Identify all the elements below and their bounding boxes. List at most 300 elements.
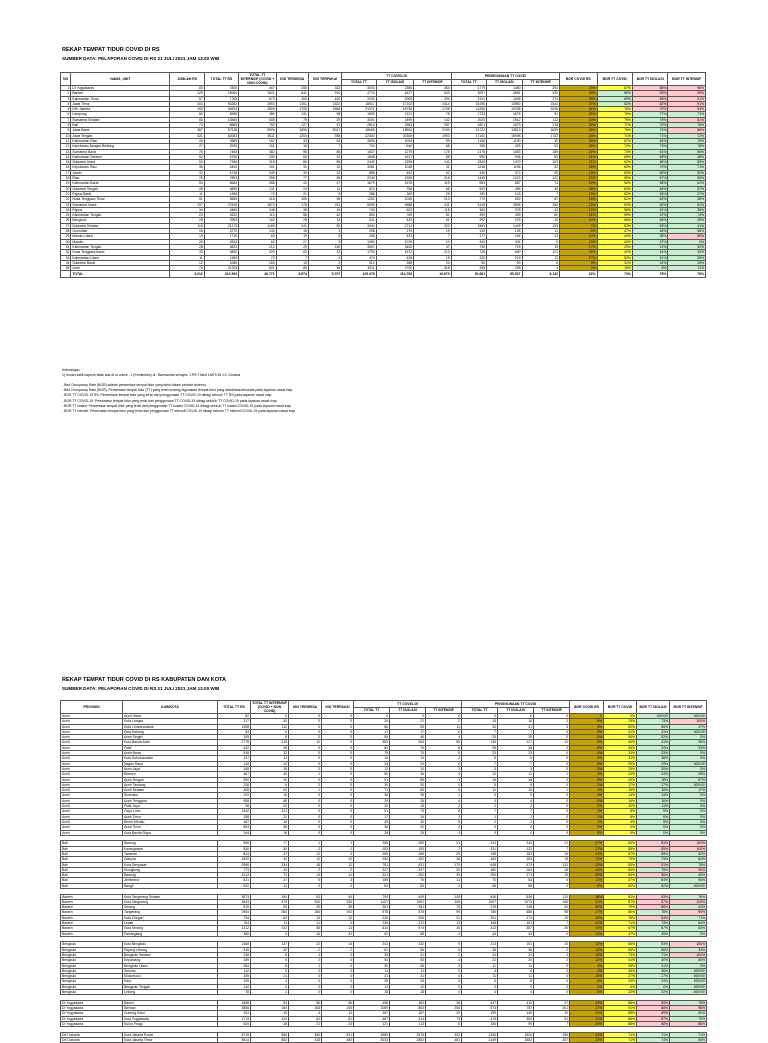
row-no: 1 bbox=[61, 86, 71, 91]
row-cell: 9% bbox=[560, 260, 598, 265]
row-cell: 3926 bbox=[239, 128, 277, 133]
row-cell: 103 bbox=[522, 160, 560, 165]
row-cell: 3 bbox=[462, 766, 498, 771]
row-cell: 171 bbox=[498, 915, 534, 920]
row-cell: 189 bbox=[522, 149, 560, 154]
header-bor-tt: BOR TT COVID bbox=[604, 701, 637, 714]
row-city: Aceh Timur bbox=[123, 814, 218, 819]
row-cell: 100% bbox=[670, 841, 707, 846]
row-cell: 10% bbox=[597, 266, 632, 271]
row-cell: 13 bbox=[276, 260, 308, 265]
row-cell: 2895 bbox=[487, 202, 522, 207]
row-cell: 113 bbox=[390, 1022, 426, 1027]
row-cell: 0 bbox=[289, 719, 322, 724]
row-cell: 75% bbox=[670, 1000, 707, 1005]
row-cell: 62% bbox=[597, 202, 632, 207]
row-cell: 71% bbox=[668, 165, 706, 170]
row-cell: 919 bbox=[218, 905, 251, 910]
row-cell: 36% bbox=[670, 740, 707, 745]
row-cell: 46% bbox=[632, 229, 667, 234]
row-cell: 0 bbox=[426, 968, 462, 973]
row-unit-name: DKI Jakarta bbox=[71, 107, 170, 112]
row-no: 17 bbox=[61, 170, 71, 175]
row-cell: 33 bbox=[276, 138, 308, 143]
row-cell: 96% bbox=[668, 86, 706, 91]
row-cell: 79% bbox=[597, 117, 632, 122]
row-cell: 10% bbox=[570, 974, 604, 979]
row-unit-name: Banten bbox=[71, 91, 170, 96]
row-cell: 12 bbox=[251, 756, 289, 761]
row-cell: 57% bbox=[632, 176, 667, 181]
row-cell: 66 bbox=[354, 724, 390, 729]
row-cell: 23% bbox=[560, 133, 598, 138]
row-cell: 0 bbox=[426, 714, 462, 719]
row-cell: 351 bbox=[354, 905, 390, 910]
row-cell: 18 bbox=[251, 1011, 289, 1016]
row-cell: 68 bbox=[251, 798, 289, 803]
row-no: 2 bbox=[61, 91, 71, 96]
row-cell: #DIV/0! bbox=[670, 984, 707, 989]
row-cell: 330 bbox=[239, 154, 277, 159]
row-cell: 3003 bbox=[342, 86, 376, 91]
row-city: Kota Denpasar bbox=[123, 862, 218, 867]
row-cell: 414 bbox=[390, 1016, 426, 1021]
row-cell: 22% bbox=[570, 1038, 604, 1043]
row-cell: 7 bbox=[498, 729, 534, 734]
row-cell: 1013 bbox=[218, 873, 251, 878]
row-cell: 26% bbox=[560, 128, 598, 133]
row-cell: 50% bbox=[670, 1011, 707, 1016]
row-province: Aceh bbox=[61, 782, 123, 787]
row-cell: 102 bbox=[251, 926, 289, 931]
row-cell: 87% bbox=[597, 86, 632, 91]
row-cell: 8869 bbox=[204, 123, 238, 128]
row-cell: 32 bbox=[308, 250, 341, 255]
row-cell: 2622 bbox=[204, 213, 238, 218]
row-no: 19 bbox=[61, 181, 71, 186]
row-cell: 18686 bbox=[342, 128, 376, 133]
row-cell: 887 bbox=[487, 181, 522, 186]
row-province: Banten bbox=[61, 905, 123, 910]
row-cell: 13960 bbox=[487, 101, 522, 106]
row-cell: 164 bbox=[487, 234, 522, 239]
row-cell: #DIV/0! bbox=[670, 974, 707, 979]
row-cell: 49% bbox=[670, 873, 707, 878]
row-city: Tangerang bbox=[123, 910, 218, 915]
row-no: 11 bbox=[61, 138, 71, 143]
row-cell: 4% bbox=[570, 788, 604, 793]
row-cell: 52 bbox=[308, 138, 341, 143]
row-cell: 0% bbox=[637, 984, 670, 989]
row-cell: 18% bbox=[570, 894, 604, 899]
row-cell: 17102 bbox=[376, 101, 414, 106]
row-cell: 7 bbox=[498, 761, 534, 766]
row-cell: 7 bbox=[498, 809, 534, 814]
row-cell: 66% bbox=[632, 160, 667, 165]
row-cell: 36 bbox=[354, 825, 390, 830]
row-cell: 536 bbox=[498, 894, 534, 899]
row-province: Aceh bbox=[61, 766, 123, 771]
row-cell: 3823 bbox=[204, 244, 238, 249]
total-row bbox=[61, 271, 706, 278]
row-cell: 308 bbox=[218, 788, 251, 793]
row-cell: 11 bbox=[462, 974, 498, 979]
row-cell: 22 bbox=[498, 952, 534, 957]
row-cell: 1 bbox=[289, 788, 322, 793]
row-cell: 37 bbox=[251, 851, 289, 856]
row-cell: 167 bbox=[390, 1011, 426, 1016]
row-province: Banten bbox=[61, 915, 123, 920]
row-cell: 110 bbox=[239, 213, 277, 218]
row-cell: 0 bbox=[289, 819, 322, 824]
row-province: Aceh bbox=[61, 724, 123, 729]
row-cell: 3 bbox=[522, 266, 560, 271]
total-cell: 76% bbox=[668, 271, 706, 278]
row-cell: 71% bbox=[604, 1038, 637, 1043]
row-cell: 53 bbox=[522, 144, 560, 149]
header-total-tt: TOTAL TT bbox=[354, 707, 390, 714]
row-cell: 282 bbox=[390, 873, 426, 878]
row-cell: 786 bbox=[462, 910, 498, 915]
row-cell: 81% bbox=[604, 894, 637, 899]
row-cell: 0 bbox=[522, 239, 560, 244]
row-cell: 21% bbox=[560, 160, 598, 165]
row-cell: 109 bbox=[322, 1006, 354, 1011]
row-cell: 390 bbox=[218, 777, 251, 782]
row-no: 27 bbox=[61, 223, 71, 228]
row-cell: 0 bbox=[289, 724, 322, 729]
row-cell: 0 bbox=[322, 793, 354, 798]
row-cell: 31 bbox=[414, 165, 452, 170]
header-province: PROVINSI bbox=[61, 701, 123, 714]
row-cell: 55% bbox=[668, 149, 706, 154]
row-cell: 485 bbox=[487, 186, 522, 191]
row-cell: 11 bbox=[251, 883, 289, 888]
row-cell: 99 bbox=[426, 910, 462, 915]
row-cell: 24 bbox=[354, 719, 390, 724]
row-cell: 55% bbox=[668, 160, 706, 165]
row-city: Badung bbox=[123, 841, 218, 846]
row-cell: 0% bbox=[668, 239, 706, 244]
row-cell: 17% bbox=[560, 244, 598, 249]
row-cell: 58% bbox=[597, 207, 632, 212]
row-cell: 80 bbox=[170, 117, 204, 122]
row-cell: 31% bbox=[570, 899, 604, 904]
row-cell: 96% bbox=[637, 873, 670, 878]
row-city: Pidie bbox=[123, 745, 218, 750]
row-unit-name: Lampung bbox=[71, 112, 170, 117]
row-cell: 76% bbox=[604, 915, 637, 920]
row-cell: 0 bbox=[289, 714, 322, 719]
row-unit-name: Kalimantan Tengah bbox=[71, 213, 170, 218]
row-cell: 467 bbox=[218, 772, 251, 777]
row-cell: 27% bbox=[604, 974, 637, 979]
row-cell: 25 bbox=[170, 218, 204, 223]
row-cell: 9 bbox=[322, 740, 354, 745]
row-cell: 1007 bbox=[462, 899, 498, 904]
row-unit-name: Jawa Timur bbox=[71, 101, 170, 106]
row-cell: 0% bbox=[670, 931, 707, 936]
row-cell: 3 bbox=[322, 878, 354, 883]
row-cell: 216 bbox=[414, 176, 452, 181]
row-cell: 11 bbox=[170, 255, 204, 260]
row-cell: 260 bbox=[376, 191, 414, 196]
row-cell: 1039 bbox=[376, 197, 414, 202]
row-cell: 85% bbox=[637, 846, 670, 851]
row-cell: 1449 bbox=[487, 223, 522, 228]
row-cell: 3 bbox=[498, 766, 534, 771]
row-cell: 0 bbox=[534, 756, 570, 761]
row-cell: 15 bbox=[534, 915, 570, 920]
row-cell: 57245 bbox=[204, 128, 238, 133]
row-province: Banten bbox=[61, 894, 123, 899]
row-cell: 2270 bbox=[204, 229, 238, 234]
row-cell: 86% bbox=[668, 234, 706, 239]
row-cell: 13550 bbox=[204, 117, 238, 122]
row-cell: 9 bbox=[426, 942, 462, 947]
row-cell: 14722 bbox=[451, 128, 486, 133]
row-cell: 70 bbox=[462, 878, 498, 883]
row-cell: 59% bbox=[597, 176, 632, 181]
row-cell: 32 bbox=[322, 931, 354, 936]
row-province: Aceh bbox=[61, 804, 123, 809]
row-cell: 33% bbox=[637, 751, 670, 756]
row-cell: #DIV/0! bbox=[670, 729, 707, 734]
row-unit-name: Riau bbox=[71, 176, 170, 181]
row-cell: 0% bbox=[670, 735, 707, 740]
row-cell: 8715 bbox=[218, 1032, 251, 1037]
row-cell: 161 bbox=[239, 165, 277, 170]
row-cell: #DIV/0! bbox=[670, 979, 707, 984]
row-cell: 241 bbox=[276, 223, 308, 228]
row-cell: 38% bbox=[632, 234, 667, 239]
row-cell: 80 bbox=[170, 112, 204, 117]
row-cell: 55% bbox=[604, 942, 637, 947]
row-cell: 100% bbox=[670, 952, 707, 957]
row-cell: 0 bbox=[534, 729, 570, 734]
row-cell: 162 bbox=[239, 138, 277, 143]
note-line: - BOR TT COVID-19 RS: Persentase tempat tidur yang terisi dari penggunaan TT COVID-19 dibagi seluruh TT RS pada layanan rawat inap. bbox=[62, 393, 273, 398]
row-cell: 25% bbox=[604, 766, 637, 771]
row-cell: 1345 bbox=[451, 176, 486, 181]
row-city: Bangli bbox=[123, 883, 218, 888]
row-cell: 1 bbox=[462, 814, 498, 819]
row-cell: 3 bbox=[534, 724, 570, 729]
row-cell: 757 bbox=[498, 1006, 534, 1011]
row-cell: 646 bbox=[376, 144, 414, 149]
row-cell: 11% bbox=[570, 878, 604, 883]
row-cell: 360 bbox=[289, 1032, 322, 1037]
row-cell: 2 bbox=[289, 867, 322, 872]
row-cell: 1204 bbox=[276, 133, 308, 138]
row-cell: 36 bbox=[498, 947, 534, 952]
row-cell: 11% bbox=[637, 804, 670, 809]
row-cell: 76 bbox=[390, 745, 426, 750]
row-cell: 6% bbox=[570, 979, 604, 984]
row-cell: 8% bbox=[632, 266, 667, 271]
row-cell: 50% bbox=[604, 735, 637, 740]
row-cell: #DIV/0! bbox=[637, 714, 670, 719]
row-cell: 0% bbox=[637, 830, 670, 835]
row-cell: 135 bbox=[462, 740, 498, 745]
row-cell: 3862 bbox=[204, 250, 238, 255]
row-province: Bengkulu bbox=[61, 984, 123, 989]
row-cell: 163 bbox=[239, 260, 277, 265]
row-cell: 43 bbox=[462, 931, 498, 936]
row-cell: 70 bbox=[239, 191, 277, 196]
row-cell: 78% bbox=[670, 862, 707, 867]
row-cell: 187 bbox=[354, 1011, 390, 1016]
row-cell: 68 bbox=[414, 144, 452, 149]
row-cell: 5 bbox=[308, 234, 341, 239]
row-cell: 67 bbox=[308, 123, 341, 128]
row-cell: 0 bbox=[462, 825, 498, 830]
row-city: Kota Langsa bbox=[123, 719, 218, 724]
row-cell: 0 bbox=[534, 761, 570, 766]
row-cell: 62 bbox=[414, 170, 452, 175]
row-cell: 428 bbox=[376, 255, 414, 260]
row-cell: 413 bbox=[462, 1016, 498, 1021]
row-city: Bengkulu Utara bbox=[123, 963, 218, 968]
row-province: Bengkulu bbox=[61, 968, 123, 973]
row-cell: 153 bbox=[354, 846, 390, 851]
row-cell: 108 bbox=[218, 766, 251, 771]
row-cell: 193 bbox=[170, 107, 204, 112]
row-province: Bali bbox=[61, 873, 123, 878]
row-cell: 1708 bbox=[414, 107, 452, 112]
row-cell: 26% bbox=[560, 165, 598, 170]
row-unit-name: Jawa Barat bbox=[71, 128, 170, 133]
row-cell: 78 bbox=[218, 990, 251, 995]
row-cell: 218 bbox=[522, 123, 560, 128]
row-cell: 0 bbox=[534, 809, 570, 814]
row-cell: 0 bbox=[289, 974, 322, 979]
row-cell: 13 bbox=[522, 234, 560, 239]
row-cell: 47 bbox=[414, 244, 452, 249]
row-cell: 63 bbox=[276, 250, 308, 255]
row-cell: 322 bbox=[414, 223, 452, 228]
row-cell: 31% bbox=[604, 751, 637, 756]
row-cell: 55% bbox=[670, 878, 707, 883]
row-cell: 3% bbox=[570, 766, 604, 771]
row-cell: 0 bbox=[289, 968, 322, 973]
row-cell: 47% bbox=[597, 229, 632, 234]
row-cell: 1820 bbox=[498, 1032, 534, 1037]
row-province: Bali bbox=[61, 846, 123, 851]
row-cell: 0 bbox=[426, 729, 462, 734]
row-cell: 67% bbox=[597, 138, 632, 143]
row-cell: 73% bbox=[604, 952, 637, 957]
row-cell: 85% bbox=[604, 1011, 637, 1016]
row-cell: 28% bbox=[604, 963, 637, 968]
row-cell: 3011 bbox=[342, 266, 376, 271]
row-cell: 183 bbox=[498, 857, 534, 862]
row-cell: 19 bbox=[414, 229, 452, 234]
row-cell: 79% bbox=[632, 117, 667, 122]
row-cell: 18 bbox=[390, 804, 426, 809]
row-cell: 89% bbox=[637, 1011, 670, 1016]
notes-title: Keterangan : bbox=[62, 368, 82, 372]
row-cell: 106 bbox=[534, 899, 570, 904]
row-cell: 129 bbox=[170, 91, 204, 96]
row-cell: 58% bbox=[668, 229, 706, 234]
header-unit: NAMA_UNIT bbox=[71, 73, 170, 86]
row-cell: 131 bbox=[498, 846, 534, 851]
row-cell: 86% bbox=[668, 128, 706, 133]
row-cell: 206 bbox=[426, 1006, 462, 1011]
row-cell: 11 bbox=[522, 229, 560, 234]
row-cell: 98 bbox=[308, 112, 341, 117]
row-cell: 90% bbox=[604, 873, 637, 878]
row-cell: 7800 bbox=[204, 86, 238, 91]
row-cell: 236 bbox=[218, 952, 251, 957]
row-cell: 27% bbox=[670, 724, 707, 729]
row-cell: 0 bbox=[462, 830, 498, 835]
row-cell: 79% bbox=[632, 144, 667, 149]
row-unit-name: Bali bbox=[71, 123, 170, 128]
row-cell: 1180 bbox=[239, 223, 277, 228]
row-cell: 192 bbox=[322, 910, 354, 915]
row-cell: 830 bbox=[218, 846, 251, 851]
row-cell: #DIV/0! bbox=[670, 883, 707, 888]
row-cell: 56 bbox=[289, 1000, 322, 1005]
doc1-subtitle: SUMBER DATA: PELAPORAN COVID DI RS 21 JULI 2021 JAM 13.00 WIB bbox=[62, 56, 220, 61]
row-cell: 88% bbox=[637, 1022, 670, 1027]
row-cell: 0 bbox=[534, 782, 570, 787]
row-cell: 77% bbox=[632, 112, 667, 117]
row-cell: 1223 bbox=[487, 176, 522, 181]
row-cell: 641 bbox=[276, 91, 308, 96]
row-no: 33 bbox=[61, 255, 71, 260]
row-cell: 1702 bbox=[522, 133, 560, 138]
row-cell: 29 bbox=[276, 244, 308, 249]
row-cell: 0 bbox=[498, 984, 534, 989]
row-cell: 92 bbox=[354, 931, 390, 936]
row-cell: 29 bbox=[522, 170, 560, 175]
row-cell: 73 bbox=[390, 809, 426, 814]
row-cell: 15 bbox=[276, 229, 308, 234]
row-cell: 68 bbox=[498, 883, 534, 888]
row-cell: 73% bbox=[604, 857, 637, 862]
row-cell: 14 bbox=[322, 942, 354, 947]
row-cell: 76 bbox=[390, 878, 426, 883]
row-cell: 271 bbox=[498, 873, 534, 878]
row-cell: 11 bbox=[251, 920, 289, 925]
row-cell: 43 bbox=[276, 181, 308, 186]
row-cell: 0 bbox=[534, 979, 570, 984]
row-province: Banten bbox=[61, 920, 123, 925]
row-cell: 10 bbox=[534, 942, 570, 947]
row-cell: 0 bbox=[534, 968, 570, 973]
row-cell: 83 bbox=[390, 883, 426, 888]
row-cell: 49% bbox=[637, 931, 670, 936]
row-cell: 77 bbox=[276, 176, 308, 181]
row-cell: 18% bbox=[560, 186, 598, 191]
row-cell: 276 bbox=[487, 218, 522, 223]
row-province: Aceh bbox=[61, 788, 123, 793]
row-cell: 10 bbox=[498, 788, 534, 793]
row-cell: 1 bbox=[289, 772, 322, 777]
row-cell: 29% bbox=[637, 761, 670, 766]
row-cell: 4 bbox=[426, 931, 462, 936]
row-cell: 53 bbox=[170, 160, 204, 165]
row-cell: 88 bbox=[390, 931, 426, 936]
row-cell: 16 bbox=[498, 777, 534, 782]
row-cell: 191 bbox=[462, 915, 498, 920]
row-unit-name: Kalimantan Selatan bbox=[71, 154, 170, 159]
row-cell: 70 bbox=[390, 751, 426, 756]
row-cell: 2005 bbox=[376, 96, 414, 101]
